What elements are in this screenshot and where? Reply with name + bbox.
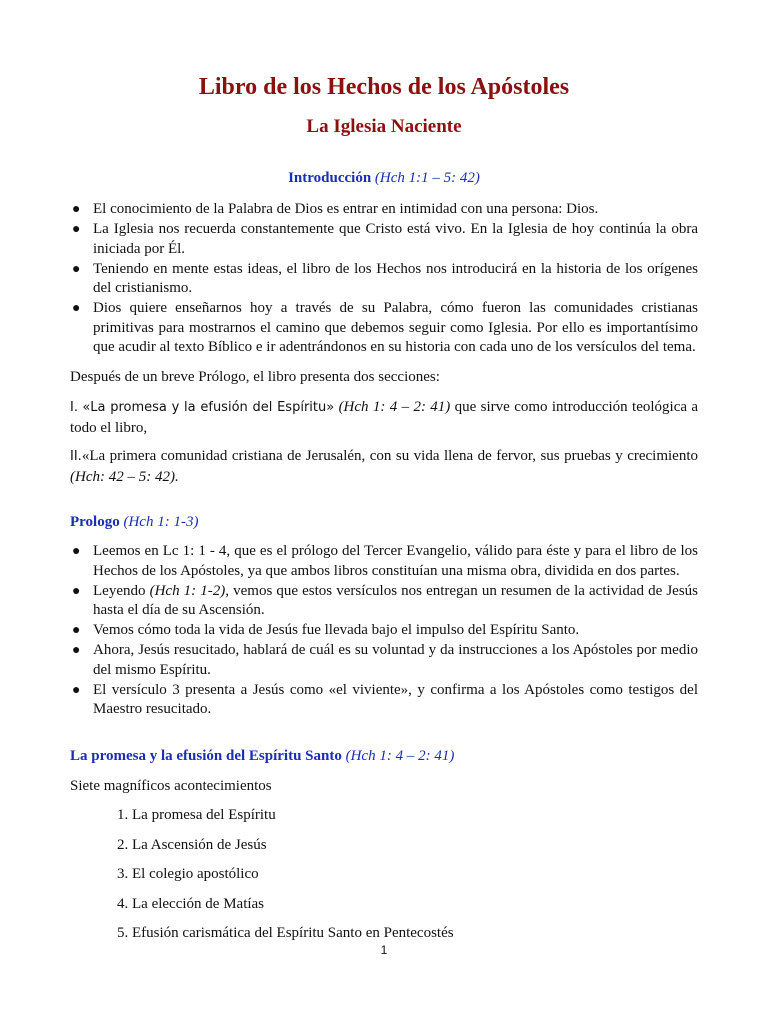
list-item: 4. La elección de Matías [117,895,265,912]
document-title: Libro de los Hechos de los Apóstoles [198,74,570,100]
section-one-text: que sirve como introducción teológica a todo el libro, [70,399,699,436]
list-item-text: Teniendo en mente estas ideas, el libro de los Hechos nos introducirá en la historia de los orígenes del cristianismo. [93,260,698,296]
section-two-paragraph [70,446,698,487]
list-item [70,582,698,621]
list-item-text: El conocimiento de la Palabra de Dios es entrar en intimidad con una persona: Dios. [93,201,599,217]
bullet-icon: ● [72,261,81,277]
list-item-text: Dios quiere enseñarnos hoy a través de su Palabra, cómo fueron las comunidades cristianas primitivas para mostrarnos el camino que debemos seguir como Iglesia. Por ello es importantísimo que acudir al texto Bíblico e ir adentrándonos en su historia con cada uno de los versículos del tema. [93,300,698,355]
bullet-icon: ● [72,682,81,698]
list-item: 5. Efusión carismática del Espíritu Santo en Pentecostés [117,925,454,941]
list-item-lead: Leyendo [93,582,146,599]
events-intro: Siete magníficos acontecimientos [70,778,272,794]
list-item: 2. La Ascensión de Jesús [117,836,267,853]
section-two-reference: (Hch: 42 – 5: 42). [70,469,179,485]
list-item: 3. El colegio apostólico [117,866,259,882]
bullet-icon: ● [72,623,81,638]
intro-heading-label: Introducción [288,170,372,186]
section-one-paragraph [70,397,698,438]
promesa-heading [70,746,454,766]
list-item-text: El versículo 3 presenta a Jesús como «el viviente», y confirma a los Apóstoles como testigos del Maestro resucitado. [93,681,698,717]
page-number: 1 [380,943,388,957]
promesa-heading-reference: (Hch 1: 4 – 2: 41) [345,748,455,764]
list-item [70,299,698,358]
bullet-icon: ● [72,643,81,658]
prologo-bullet-list [70,542,698,720]
section-one-reference: (Hch 1: 4 – 2: 41) [338,399,451,415]
bullet-icon: ● [72,222,81,237]
sections-summary: Después de un breve Prólogo, el libro presenta dos secciones: [70,369,440,385]
prologo-heading [70,512,198,532]
prologo-heading-reference: (Hch 1: 1-3) [123,514,199,530]
bullet-icon: ● [72,202,81,217]
list-item [70,621,698,641]
prologo-heading-label: Prologo [70,514,120,530]
section-one-label: «La promesa y la efusión del Espíritu» [82,400,335,415]
document-subtitle: La Iglesia Naciente [306,116,462,137]
list-item [70,220,698,259]
list-item: 1. La promesa del Espíritu [117,807,276,823]
intro-bullet-list [70,200,698,358]
section-two-numeral: II. [70,449,82,464]
list-item [70,641,698,680]
list-item [70,681,698,720]
intro-heading [0,168,768,188]
list-item-text: Leemos en Lc 1: 1 - 4, que es el prólogo del Tercer Evangelio, válido para éste y para el libro de los Hechos de los Apóstoles, ya que ambos libros constituían una misma obra, dividida en dos partes. [93,543,698,579]
bullet-icon: ● [72,301,81,316]
list-item [70,200,698,220]
intro-heading-reference: (Hch 1:1 – 5: 42) [374,170,480,186]
list-item-text: La Iglesia nos recuerda constantemente que Cristo está vivo. En la Iglesia de hoy continúa la obra iniciada por Él. [93,221,698,257]
list-item-text: , vemos que estos versículos nos entregan un resumen de la actividad de Jesús hasta el día de su Ascensión. [93,582,699,618]
bullet-icon: ● [72,544,81,559]
section-one-numeral: I. [70,400,78,415]
events-list [117,805,454,953]
bullet-icon: ● [72,583,81,599]
list-item [70,260,698,299]
section-two-text: «La primera comunidad cristiana de Jerusalén, con su vida llena de fervor, sus pruebas y crecimiento [81,448,698,464]
list-item [70,542,698,581]
list-item-reference: (Hch 1: 1-2) [149,582,226,599]
promesa-heading-label: La promesa y la efusión del Espíritu Santo [70,748,342,764]
list-item-text: Vemos cómo toda la vida de Jesús fue llevada bajo el impulso del Espíritu Santo. [93,622,580,638]
list-item-text: Ahora, Jesús resucitado, hablará de cuál es su voluntad y da instrucciones a los Apóstoles por medio del mismo Espíritu. [93,642,698,678]
